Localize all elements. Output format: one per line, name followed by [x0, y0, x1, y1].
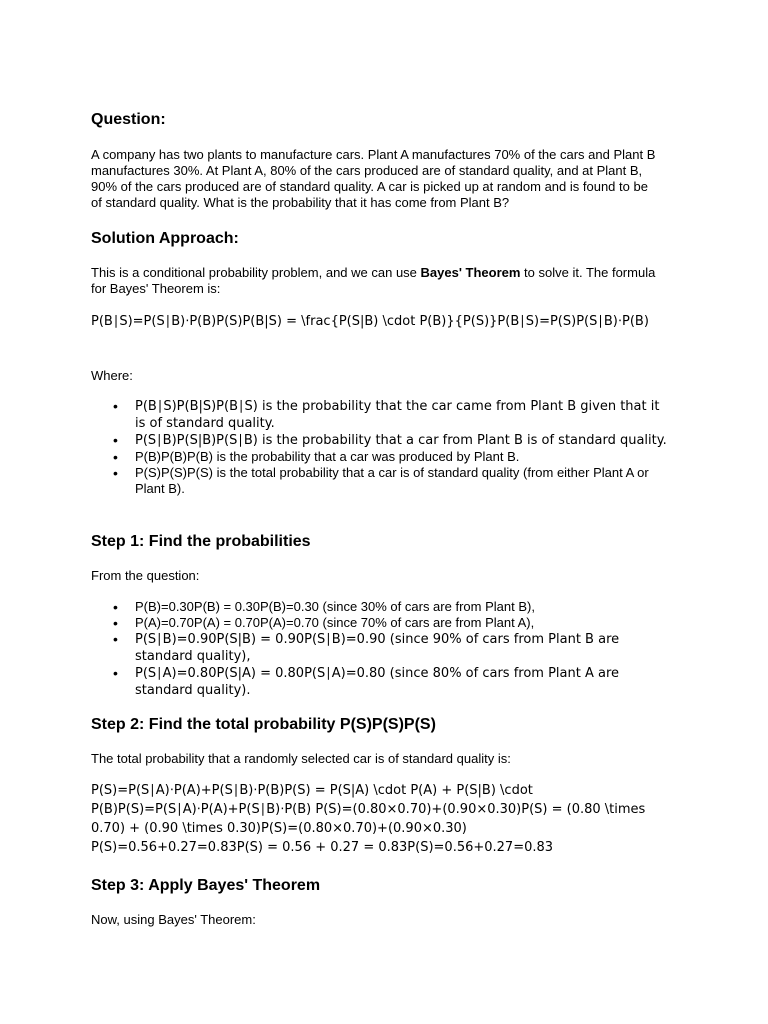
list-item: • P(B)P(B)P(B) is the probability that a car was produced by Plant B. — [91, 449, 671, 465]
solution-intro-text-1: This is a conditional probability problem, and we can use — [91, 265, 421, 280]
list-item: • P(A)=0.70P(A) = 0.70P(A)=0.70 (since 70% of cars are from Plant A), — [91, 615, 671, 631]
total-probability-result: P(S)=0.56+0.27=0.83P(S) = 0.56 + 0.27 = 0.83P(S)=0.56+0.27=0.83 — [91, 840, 554, 855]
step3-heading: Step 3: Apply Bayes' Theorem — [91, 877, 321, 894]
where-label: Where: — [91, 368, 133, 383]
solution-heading: Solution Approach: — [91, 230, 239, 247]
step1-intro: From the question: — [91, 568, 200, 583]
question-text: A company has two plants to manufacture cars. Plant A manufactures 70% of the cars and Plant B manufactures 30%. At Plant A, 80% of the cars produced are of standard quality, and at Plant B, 90% of the cars produced are of standard quality. A car is picked up at random and is found to be of standard quality. What is the probability that it has come from Plant B? — [91, 147, 656, 210]
list-item: • P(S∣A)=0.80P(S|A) = 0.80P(S∣A)=0.80 (since 80% of cars from Plant A are standard quality). — [91, 665, 671, 699]
step2-intro: The total probability that a randomly selected car is of standard quality is: — [91, 751, 511, 766]
bayes-formula: P(B∣S)=P(S∣B)⋅P(B)P(S)P(B|S) = \frac{P(S|B) \cdot P(B)}{P(S)}P(B∣S)=P(S)P(S∣B)⋅P(B) — [91, 314, 649, 329]
list-item: • P(B)=0.30P(B) = 0.30P(B)=0.30 (since 30% of cars are from Plant B), — [91, 599, 671, 615]
step1-heading: Step 1: Find the probabilities — [91, 533, 311, 550]
list-item: • P(S∣B)=0.90P(S|B) = 0.90P(S∣B)=0.90 (since 90% of cars from Plant B are standard quality), — [91, 631, 671, 665]
total-probability-formula: P(S)=P(S∣A)⋅P(A)+P(S∣B)⋅P(B)P(S) = P(S|A) \cdot P(A) + P(S|B) \cdot P(B)P(S)=P(S∣A)⋅P(A)+P(S∣B)⋅P(B) P(S)=(0.80×0.70)+(0.90×0.30)P(S) = (0.80 \times 0.70) + (0.90 \times 0.30)P(S)=(0.80×0.70)+(0.90×0.30) — [91, 783, 646, 836]
probabilities-list — [91, 599, 671, 699]
definitions-list — [91, 398, 671, 497]
list-item: • P(B∣S)P(B|S)P(B∣S) is the probability that the car came from Plant B given that it is of standard quality. — [91, 398, 671, 432]
step3-intro: Now, using Bayes' Theorem: — [91, 912, 256, 927]
solution-intro-text-2: to solve it. The formula for Bayes' Theorem is: — [91, 265, 656, 296]
question-heading: Question: — [91, 111, 166, 128]
list-item: • P(S∣B)P(S|B)P(S∣B) is the probability that a car from Plant B is of standard quality. — [91, 432, 671, 449]
list-item: • P(S)P(S)P(S) is the total probability that a car is of standard quality (from either Plant A or Plant B). — [91, 465, 671, 497]
solution-intro-bold: Bayes' Theorem — [420, 265, 521, 280]
step2-heading: Step 2: Find the total probability P(S)P(S)P(S) — [91, 716, 436, 733]
solution-intro — [91, 265, 661, 297]
